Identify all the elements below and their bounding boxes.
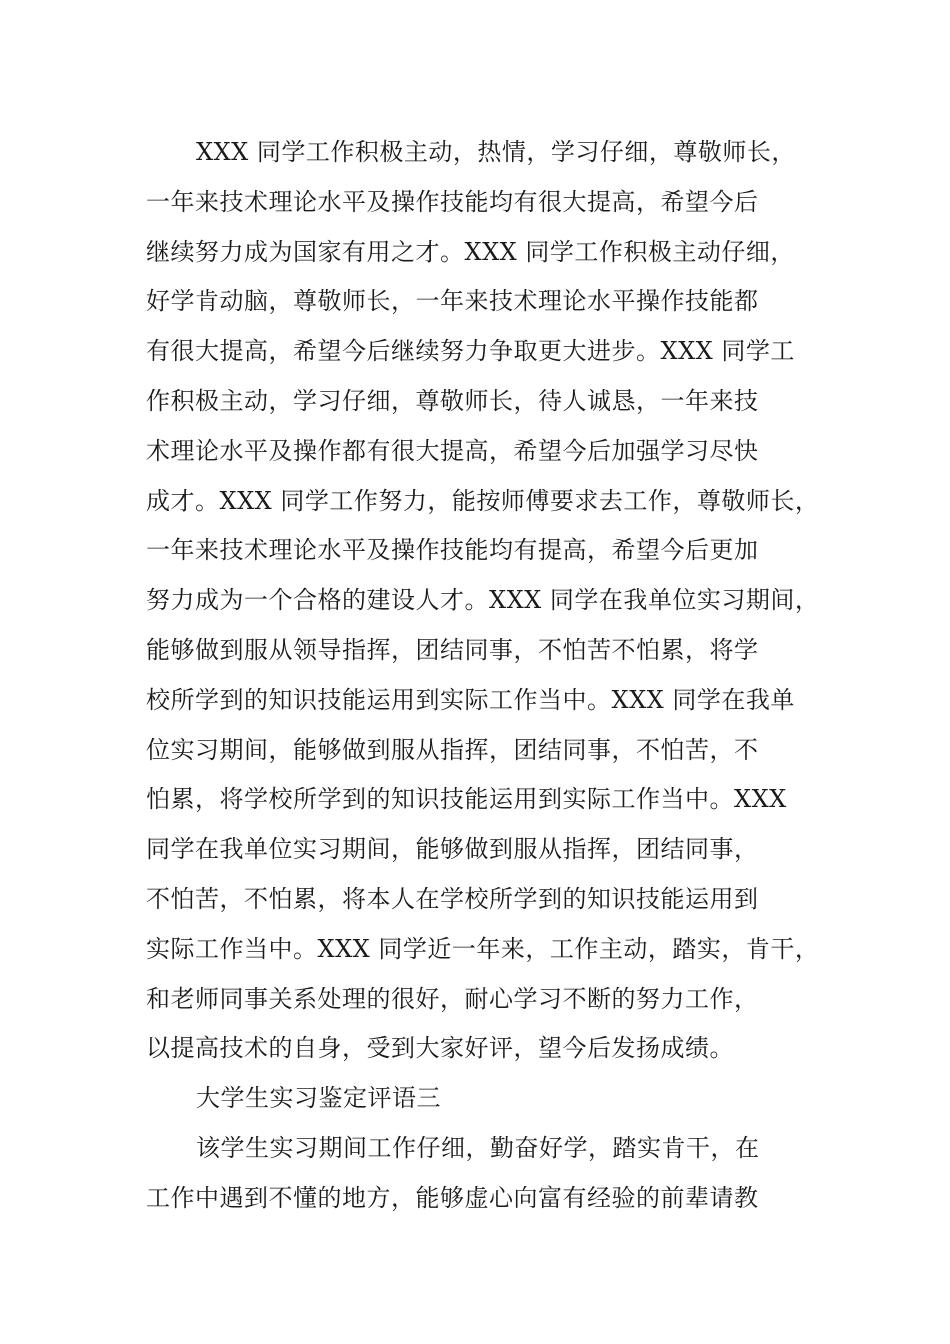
text-line: 继续努力成为国家有用之才。XXX 同学工作积极主动仔细， [146, 237, 795, 266]
text-line: 校所学到的知识技能运用到实际工作当中。XXX 同学在我单 [146, 685, 795, 714]
text-line: 一年来技术理论水平及操作技能均有提高，希望今后更加 [146, 536, 759, 565]
section-heading: 大学生实习鉴定评语三 [196, 1084, 441, 1113]
text-line: 一年来技术理论水平及操作技能均有很大提高，希望今后 [146, 187, 759, 216]
text-line: 能够做到服从领导指挥，团结同事，不怕苦不怕累，将学 [146, 635, 759, 664]
text-line: 成才。XXX 同学工作努力，能按师傅要求去工作，尊敬师长， [146, 486, 820, 515]
text-line: 和老师同事关系处理的很好，耐心学习不断的努力工作， [146, 984, 759, 1013]
text-line: 实际工作当中。XXX 同学近一年来，工作主动，踏实，肯干， [146, 934, 820, 963]
text-line: 怕累，将学校所学到的知识技能运用到实际工作当中。XXX [146, 785, 787, 814]
text-line: 不怕苦，不怕累，将本人在学校所学到的知识技能运用到 [146, 884, 759, 913]
text-line: 有很大提高，希望今后继续努力争取更大进步。XXX 同学工 [146, 337, 795, 366]
text-line: 该学生实习期间工作仔细，勤奋好学，踏实肯干，在 [196, 1133, 760, 1162]
text-line: 术理论水平及操作都有很大提高，希望今后加强学习尽快 [146, 436, 759, 465]
text-line: 作积极主动，学习仔细，尊敬师长，待人诚恳，一年来技 [146, 386, 759, 415]
document-body [146, 128, 826, 1224]
text-line: 同学在我单位实习期间，能够做到服从指挥，团结同事， [146, 835, 759, 864]
text-line: 努力成为一个合格的建设人才。XXX 同学在我单位实习期间， [146, 586, 820, 615]
text-line: 好学肯动脑，尊敬师长，一年来技术理论水平操作技能都 [146, 287, 759, 316]
text-line: 工作中遇到不懂的地方，能够虚心向富有经验的前辈请教 [146, 1183, 759, 1212]
text-line: XXX 同学工作积极主动，热情，学习仔细，尊敬师长， [196, 138, 796, 166]
text-line: 位实习期间，能够做到服从指挥，团结同事，不怕苦，不 [146, 735, 759, 764]
text-line: 以提高技术的自身，受到大家好评，望今后发扬成绩。 [146, 1034, 734, 1063]
